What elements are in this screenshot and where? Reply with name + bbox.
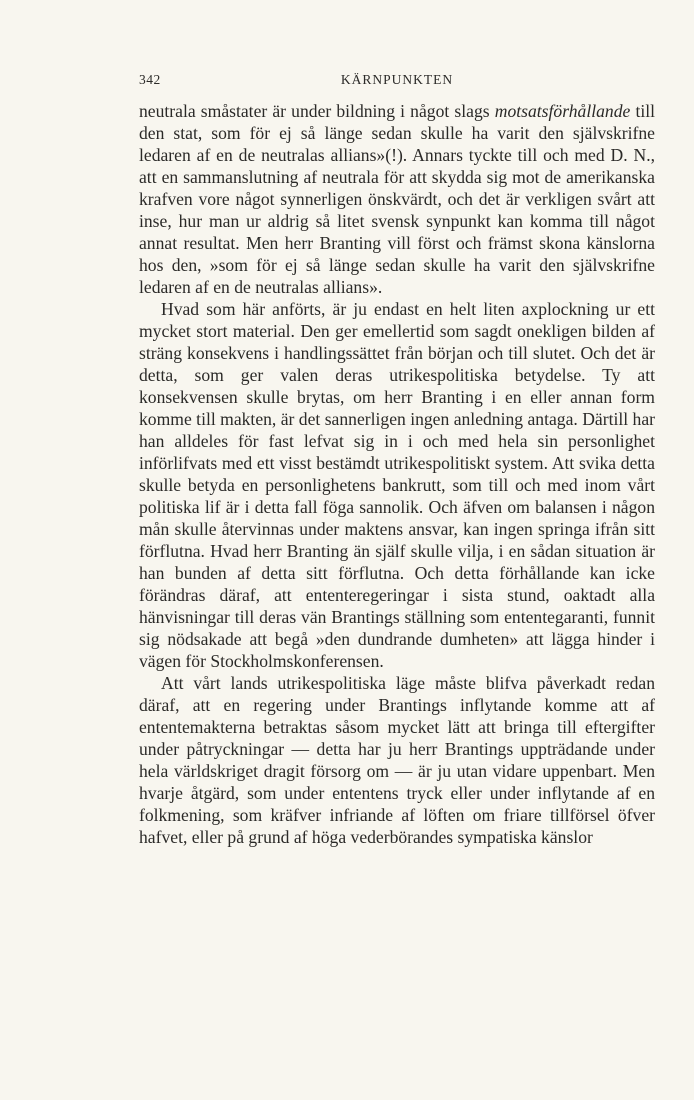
running-head: KÄRNPUNKTEN (340, 72, 454, 87)
body-text (139, 100, 655, 848)
paragraph-2: Hvad som här anförts, är ju endast en helt liten axplockning ur ett mycket stort material. Den ger emellertid som sagdt onekligen bilden af sträng konsekvens i handlingssättet från början och till slutet. Och det är detta, som ger valen deras utrikespolitiska betydelse. Ty att konsekvensen skulle brytas, om herr Branting i en eller annan form komme till makten, är det sannerligen ingen anledning antaga. Därtill har han alldeles för fast lefvat sig in i och med hela sin personlighet införlifvats med ett visst bestämdt utrikespolitiskt system. Att svika detta skulle betyda en personlighetens bankrutt, som till och med inom vårt politiska lif är i detta fall föga sannolik. Och äfven om balansen i någon mån skulle återvinnas under maktens ansvar, kan ingen springa ifrån sitt förflutna. Hvad herr Branting än själf skulle vilja, i en sådan situation är han bunden af detta sitt förflutna. Och detta förhållande kan icke förändras däraf, att ententeregeringar i sista stund, oaktadt alla hänvisningar till deras vän Brantings ställning som ententegaranti, funnit sig nödsakade att begå »den dundrande dumheten» att lägga hinder i vägen för Stockholmskonferensen. (139, 299, 655, 671)
paragraph-1-rest: till den stat, som för ej så länge sedan skulle ha varit den självskrifne ledaren af en de neutralas allians»(!). Annars tyckte till och med D. N., att en sammanslutning af neutrala för att skydda sig mot de amerikanska krafven vore något synnerligen önskvärdt, och det är verkligen svårt att inse, hur man ur aldrig så litet svensk synpunkt kan komma till något annat resultat. Men herr Branting vill först och främst skona känslorna hos den, »som för ej så länge sedan skulle ha varit den självskrifne ledaren af en de neutralas allians». (139, 101, 656, 297)
paragraph-3: Att vårt lands utrikespolitiska läge måste blifva påverkadt redan däraf, att en regering under Brantings inflytande komme att af ententemakterna betraktas såsom mycket lätt att bringa till eftergifter under påtryckningar — detta har ju herr Brantings uppträdande under hela världskriget dragit försorg om — är ju utan vidare uppenbart. Men hvarje åtgärd, som under ententens tryck eller under inflytande af en folkmening, som kräfver infriande af löften om friare tillförsel öfver hafvet, eller på grund af höga vederbörandes sympatiska känslor (139, 673, 655, 847)
italic-term: motsatsförhållande (494, 101, 631, 121)
paragraph-1 (139, 100, 655, 298)
page-number: 342 (139, 72, 161, 87)
paragraph-1-start: neutrala småstater är under bildning i något slags (139, 101, 495, 121)
page-header (139, 72, 655, 92)
